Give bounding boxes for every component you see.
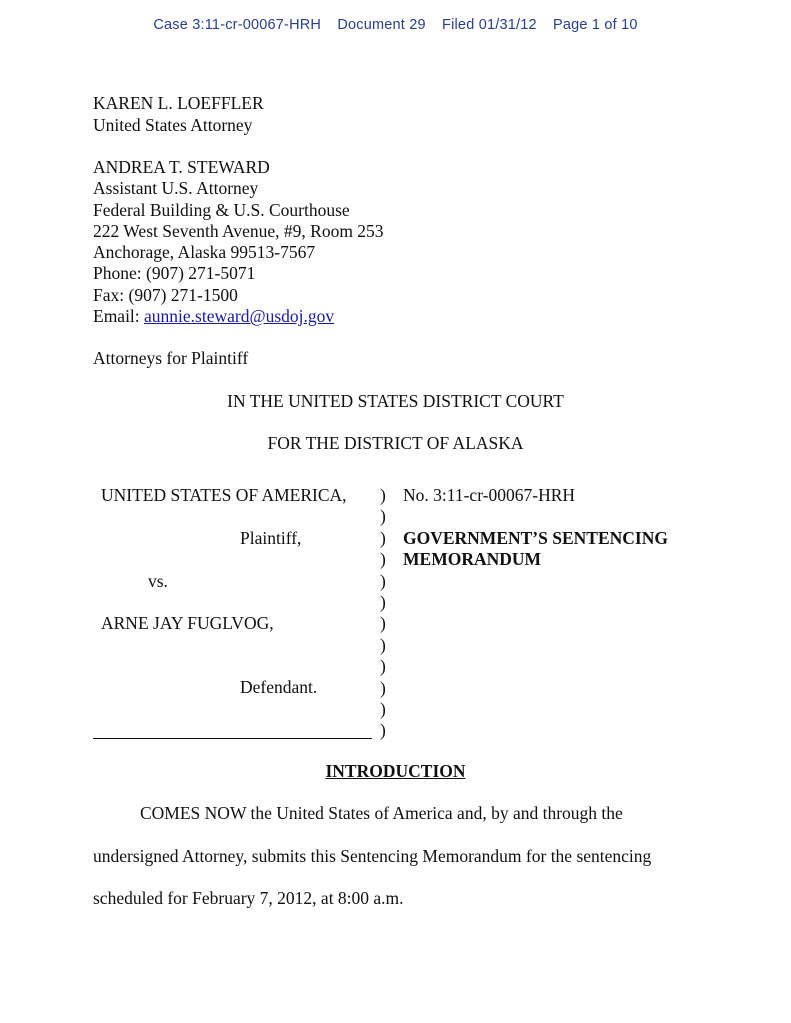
caption-paren-column [380, 485, 386, 742]
caption-paren: ) [380, 506, 386, 527]
header-case-number: Case 3:11-cr-00067-HRH [153, 17, 322, 33]
body-line-3: scheduled for February 7, 2012, at 8:00 a.m. [93, 888, 404, 908]
caption-paren: ) [380, 613, 386, 634]
us-attorney-name: KAREN L. LOEFFLER [93, 93, 264, 113]
email-link[interactable]: aunnie.steward@usdoj.gov [144, 306, 335, 326]
assistant-attorney-name: ANDREA T. STEWARD [93, 157, 270, 177]
filing-header [0, 17, 791, 33]
assistant-attorney-title: Assistant U.S. Attorney [93, 178, 259, 198]
caption-paren: ) [380, 549, 386, 570]
caption-paren: ) [380, 699, 386, 720]
us-attorney-title: United States Attorney [93, 115, 253, 135]
caption-paren: ) [380, 570, 386, 591]
caption-paren: ) [380, 592, 386, 613]
attorney-role: Attorneys for Plaintiff [93, 348, 249, 368]
email-label: Email: [93, 306, 145, 326]
document-title-line-1: GOVERNMENT’S SENTENCING [403, 528, 668, 548]
body-line-1: COMES NOW the United States of America and, by and through the [140, 803, 623, 823]
email-line [93, 306, 334, 327]
defendant-name: ARNE JAY FUGLVOG, [101, 613, 274, 633]
introduction-heading: INTRODUCTION [325, 761, 466, 781]
document-title-line-2: MEMORANDUM [403, 549, 542, 569]
address-line-1: Federal Building & U.S. Courthouse [93, 200, 350, 220]
caption-paren: ) [380, 656, 386, 677]
caption-paren: ) [380, 720, 386, 741]
section-heading [0, 761, 791, 782]
body-line-2: undersigned Attorney, submits this Sentencing Memorandum for the sentencing [93, 846, 652, 866]
plaintiff-label: Plaintiff, [240, 528, 302, 548]
court-name: IN THE UNITED STATES DISTRICT COURT [227, 391, 564, 411]
versus-label: vs. [148, 571, 168, 591]
caption-paren: ) [380, 634, 386, 655]
phone-number: Phone: (907) 271-5071 [93, 263, 256, 283]
court-district: FOR THE DISTRICT OF ALASKA [267, 433, 524, 453]
plaintiff-name: UNITED STATES OF AMERICA, [101, 485, 347, 505]
header-page-count: Page 1 of 10 [552, 17, 638, 33]
header-filed-date: Filed 01/31/12 [442, 17, 537, 33]
caption-paren: ) [380, 485, 386, 505]
caption-paren: ) [380, 677, 386, 698]
caption-paren: ) [380, 527, 386, 548]
defendant-label: Defendant. [240, 677, 318, 697]
fax-number: Fax: (907) 271-1500 [93, 285, 238, 305]
header-document-number: Document 29 [337, 17, 426, 33]
case-number: No. 3:11-cr-00067-HRH [403, 485, 576, 505]
address-line-3: Anchorage, Alaska 99513-7567 [93, 242, 316, 262]
address-line-2: 222 West Seventh Avenue, #9, Room 253 [93, 221, 384, 241]
caption-underline [93, 738, 372, 739]
